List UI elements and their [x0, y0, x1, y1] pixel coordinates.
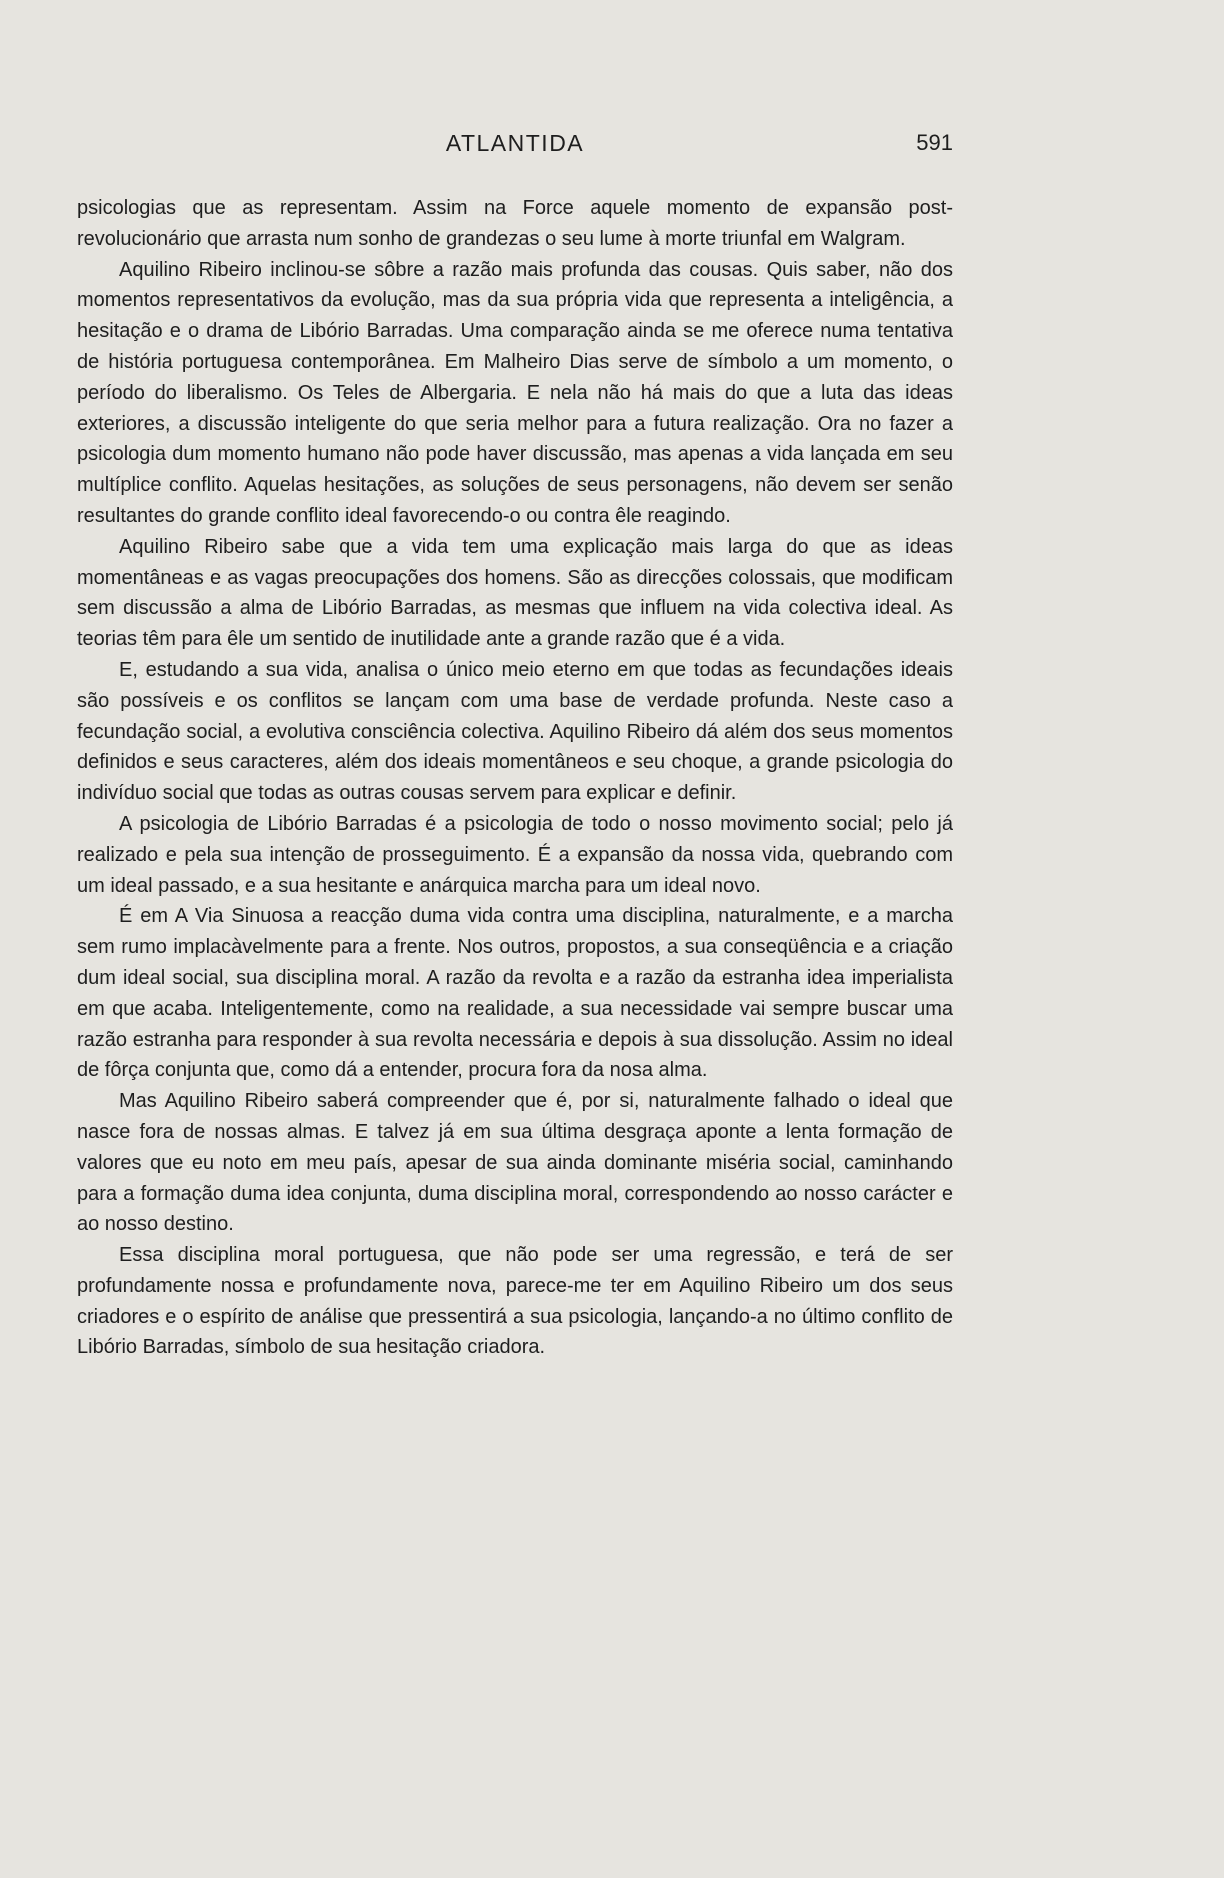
paragraph: E, estudando a sua vida, analisa o único meio eterno em que todas as fecundações ideais são possíveis e os conflitos se lançam com uma base de verdade profunda. Neste caso a fecundação social, a evolutiva consciência colectiva. Aquilino Ribeiro dá além dos seus momentos definidos e seus caracteres, além dos ideais momentâneos e seu choque, a grande psicologia do indivíduo social que todas as outras cousas servem para explicar e definir.: [77, 658, 953, 805]
page-number: 591: [916, 130, 953, 155]
paragraph: Aquilino Ribeiro sabe que a vida tem uma explicação mais larga do que as ideas momentâneas e as vagas preocupações dos homens. São as direcções colossais, que modificam sem discussão a alma de Libório Barradas, as mesmas que influem na vida colectiva ideal. As teorias têm para êle um sentido de inutilidade ante a grande razão que é a vida.: [77, 535, 953, 651]
body-text: [77, 193, 953, 1363]
paragraph: Aquilino Ribeiro inclinou-se sôbre a razão mais profunda das cousas. Quis saber, não dos momentos representativos da evolução, mas da sua própria vida que representa a inteligência, a hesitação e o drama de Libório Barradas. Uma comparação ainda se me oferece numa tentativa de história portuguesa contemporânea. Em Malheiro Dias serve de símbolo a um momento, o período do liberalismo. Os Teles de Albergaria. E nela não há mais do que a luta das ideas exteriores, a discussão inteligente do que seria melhor para a futura realização. Ora no fazer a psicologia dum momento humano não pode haver discussão, mas apenas a vida lançada em seu multíplice conflito. Aquelas hesitações, as soluções de seus personagens, não devem ser senão resultantes do grande conflito ideal favorecendo-o ou contra êle reagindo.: [77, 258, 953, 527]
paragraph: É em A Via Sinuosa a reacção duma vida contra uma disciplina, naturalmente, e a marcha sem rumo implacàvelmente para a frente. Nos outros, propostos, a sua conseqüência e a criação dum ideal social, sua disciplina moral. A razão da revolta e a razão da estranha idea imperialista em que acaba. Inteligentemente, como na realidade, a sua necessidade vai sempre buscar uma razão estranha para responder à sua revolta necessária e depois à sua dissolução. Assim no ideal de fôrça conjunta que, como dá a entender, procura fora da nosa alma.: [77, 905, 953, 1082]
paragraph: Mas Aquilino Ribeiro saberá compreender que é, por si, naturalmente falhado o ideal que nasce fora de nossas almas. E talvez já em sua última desgraça aponte a lenta formação de valores que eu noto em meu país, apesar de sua ainda dominante miséria social, caminhando para a formação duma idea conjunta, duma disciplina moral, correspondendo ao nosso carácter e ao nosso destino.: [77, 1090, 953, 1236]
paragraph: Essa disciplina moral portuguesa, que não pode ser uma regressão, e terá de ser profundamente nossa e profundamente nova, parece-me ter em Aquilino Ribeiro um dos seus criadores e o espírito de análise que pressentirá a sua psicologia, lançando-a no último conflito de Libório Barradas, símbolo de sua hesitação criadora.: [77, 1244, 953, 1359]
running-title: ATLANTIDA: [445, 130, 585, 156]
page-header: [77, 126, 953, 160]
paragraph: A psicologia de Libório Barradas é a psicologia de todo o nosso movimento social; pelo já realizado e pela sua intenção de prosseguimento. É a expansão da nossa vida, quebrando com um ideal passado, e a sua hesitante e anárquica marcha para um ideal novo.: [77, 812, 953, 897]
paragraph: psicologias que as representam. Assim na Force aquele momento de expansão post-revolucionário que arrasta num sonho de grandezas o seu lume à morte triunfal em Walgram.: [77, 197, 953, 250]
